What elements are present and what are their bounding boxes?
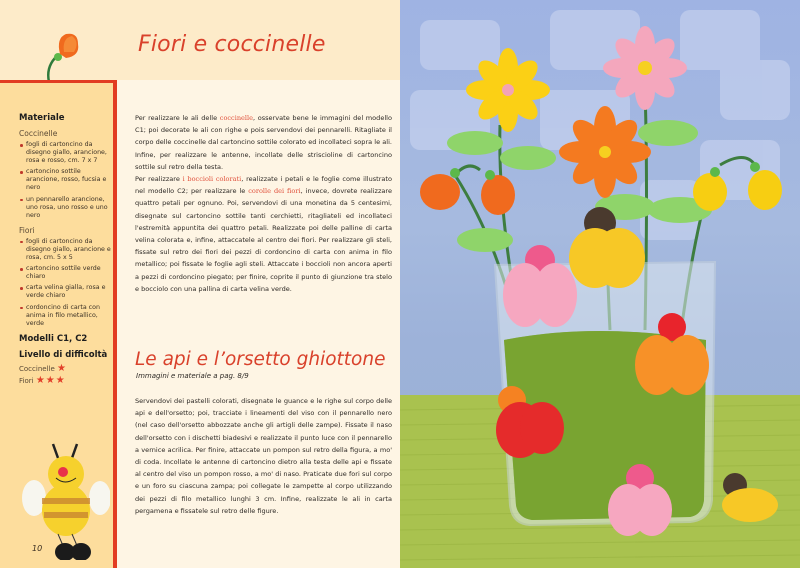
craft-photo-illustration bbox=[400, 0, 800, 568]
list-item: carta velina gialla, rosa e verde chiaro bbox=[19, 284, 111, 300]
difficulty-row-fiori bbox=[19, 375, 111, 386]
bee-figure-illustration bbox=[20, 440, 110, 560]
page-number: 10 bbox=[32, 544, 43, 553]
difficulty-label: Coccinelle bbox=[19, 364, 55, 373]
list-item: fogli di cartoncino da disegno giallo, arancione, rosa e rosso, cm. 7 x 7 bbox=[19, 141, 111, 165]
section2-body: Servendovi dei pastelli colorati, disegnate le guance e le righe sul corpo delle api e dell'orsetto; poi, tracciate i lineamenti del viso con il pennarello nero (nel caso dell'orsetto abbozzate anche gli artigli delle zampe). Fissate il naso dell'orsetto con i dischetti biadesivi e realizzate il punto luce con il pennarello a vernice acrilica. Per finire, attaccate un pompon sul retro della figura, a mo' di coda. Incollate le antenne di cartoncino dietro alla testa delle api e fissate al centro del viso un pompon rosso, a mo' di naso. Praticate due fori sul corpo e un foro su ciascuna zampa; poi collegate le zampette al corpo utilizzando dei pezzi di filo metallico lunghi 3 cm. Infine, realizzate le ali in carta pergamena e fissatele sul retro delle figure. bbox=[135, 397, 392, 515]
materials-list-fiori bbox=[19, 238, 111, 328]
list-item: cartoncino sottile arancione, rosso, fucsia e nero bbox=[19, 168, 111, 192]
materials-heading: Materiale bbox=[19, 113, 65, 123]
difficulty-row-coccinelle bbox=[19, 363, 111, 374]
text-run: Per realizzare bbox=[135, 175, 183, 184]
highlight-boccioli: i boccioli colorati bbox=[182, 175, 242, 184]
text-run: , realizzate i petali e le foglie come illustrato nel modello C2; per realizzare le bbox=[135, 175, 392, 196]
star-icon: ★★★ bbox=[35, 374, 66, 386]
models-heading: Modelli C1, C2 bbox=[19, 333, 88, 344]
section2-subtitle: Immagini e materiale a pag. 8/9 bbox=[136, 372, 249, 380]
group-label-coccinelle: Coccinelle bbox=[19, 129, 58, 138]
section1-body bbox=[135, 112, 392, 295]
group-label-fiori: Fiori bbox=[19, 225, 35, 235]
star-icon: ★ bbox=[57, 362, 67, 374]
difficulty-heading: Livello di difficoltà bbox=[19, 349, 108, 360]
page-title: Fiori e coccinelle bbox=[138, 32, 326, 57]
craft-photo bbox=[400, 0, 800, 568]
list-item: un pennarello arancione, uno rosa, uno rosso e uno nero bbox=[19, 196, 111, 220]
text-run: Per realizzare le ali delle bbox=[135, 114, 220, 122]
list-item: cordoncino di carta con anima in filo metallico, verde bbox=[19, 304, 111, 328]
section2-title: Le api e l’orsetto ghiottone bbox=[135, 349, 386, 370]
text-run: , osservate bene le immagini del modello C1; poi decorate le ali con righe e pois servendovi dei pennarelli. Ritagliate il corpo delle coccinelle dal cartoncino sottile colorato ed incollateci sopra le ali. Infine, per realizzare le antenne, incollate delle striscioline di cartoncino sottile sul retro della testa. bbox=[135, 114, 393, 171]
materials-list-coccinelle bbox=[19, 141, 111, 220]
highlight-coccinelle: coccinelle bbox=[219, 114, 253, 122]
flower-decoration-icon bbox=[22, 28, 82, 84]
text-run: , invece, dovrete realizzare quattro petali per ognuno. Poi, servendovi di una monetina da 5 centesimi, disegnate sul cartoncino sottile tanti cerchietti, ritagliateli ed incollateci l'estremità appuntita dei quattro petali. Realizzate poi delle palline di carta velina colorata e, infine, attaccatele al centro dei fiori. Per realizzare gli steli, fissate sul retro dei fiori dei pezzi di cordoncino di carta con anima in filo metallico; poi fissate le foglie agli steli. Attaccate i boccioli non ancora aperti a pezzi di cordoncino piegato; per finire, coprite il punto di giunzione tra stelo e bocciolo con una pallina di carta velina verde. bbox=[135, 187, 392, 293]
list-item: cartoncino sottile verde chiaro bbox=[19, 265, 111, 281]
highlight-corolle: corolle dei fiori bbox=[248, 187, 301, 196]
difficulty-label: Fiori bbox=[19, 376, 34, 385]
list-item: fogli di cartoncino da disegno giallo, arancione e rosa, cm. 5 x 5 bbox=[19, 238, 111, 262]
